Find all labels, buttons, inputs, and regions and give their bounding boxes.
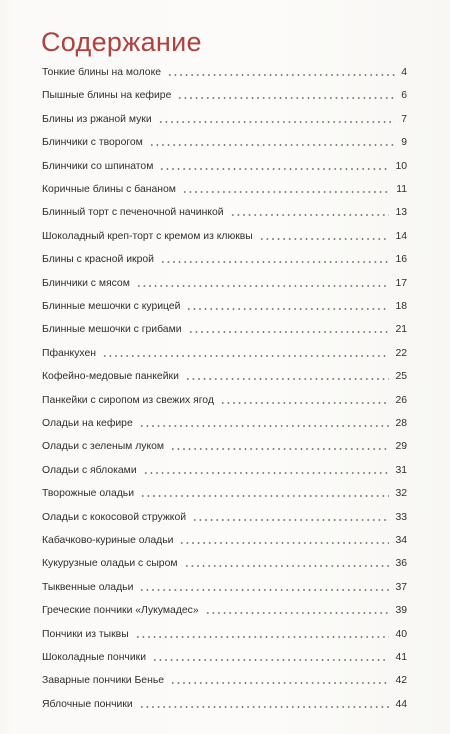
dot-leader — [139, 589, 389, 591]
dot-leader — [170, 682, 389, 684]
toc-entry-page: 7 — [401, 113, 407, 125]
dot-leader — [186, 308, 389, 310]
toc-entry-title: Тонкие блины на молоке — [42, 67, 162, 78]
dot-leader — [192, 519, 389, 521]
toc-entry — [42, 63, 407, 79]
dot-leader — [143, 472, 390, 474]
toc-entry — [42, 508, 407, 524]
toc-entry-title: Шоколадный креп-торт с кремом из клюквы — [42, 230, 253, 242]
toc-entry — [42, 344, 407, 360]
toc-entry-title: Блинчики с мясом — [42, 277, 130, 289]
toc-entry — [42, 157, 407, 173]
dot-leader — [160, 261, 389, 263]
dot-leader — [220, 402, 390, 404]
toc-entry — [42, 601, 407, 617]
toc-entry — [42, 110, 407, 126]
toc-entry-page: 39 — [395, 605, 407, 617]
toc-entry — [42, 203, 407, 219]
dot-leader — [182, 191, 390, 193]
toc-entry-page: 6 — [401, 90, 407, 102]
dot-leader — [102, 355, 389, 357]
toc-entry-page: 36 — [395, 558, 407, 570]
toc-entry-page: 10 — [395, 160, 407, 172]
toc-entry — [42, 531, 407, 547]
toc-entry — [42, 180, 407, 196]
toc-entry — [42, 695, 407, 711]
toc-entry-title: Пфанкухен — [42, 347, 96, 359]
toc-entry — [42, 648, 407, 664]
toc-entry-page: 25 — [395, 371, 407, 383]
toc-entry-title: Блинные мешочки с курицей — [42, 301, 181, 312]
dot-leader — [184, 565, 390, 567]
toc-entry — [42, 250, 407, 266]
toc-entry — [42, 554, 407, 570]
toc-entry-title: Оладьи с кокосовой стружкой — [42, 511, 187, 523]
dot-leader — [149, 144, 395, 146]
toc-entry-title: Пышные блины на кефире — [42, 90, 172, 102]
dot-leader — [167, 74, 395, 76]
toc-entry-title: Греческие пончики «Лукумадес» — [42, 605, 199, 617]
toc-entry — [42, 297, 407, 313]
toc-entry — [42, 274, 407, 290]
toc-entry-page: 44 — [395, 698, 407, 710]
toc-entry — [42, 578, 407, 594]
toc-entry-page: 26 — [395, 394, 407, 406]
toc-entry-page: 29 — [395, 441, 407, 453]
dot-leader — [139, 706, 390, 708]
toc-entry-title: Кабачково-куриные оладьи — [42, 535, 174, 546]
toc-entry-title: Блины с красной икрой — [42, 254, 154, 266]
dot-leader — [179, 542, 389, 544]
toc-entry-page: 31 — [395, 464, 407, 476]
toc-entry-title: Кукурузные оладьи с сыром — [42, 558, 178, 570]
dot-leader — [170, 448, 389, 450]
dot-leader — [135, 636, 390, 638]
toc-entry — [42, 320, 407, 336]
toc-entry — [42, 391, 407, 407]
toc-entry-page: 28 — [395, 418, 407, 429]
dot-leader — [159, 168, 389, 170]
toc-entry-page: 18 — [395, 301, 407, 312]
toc-entry — [42, 133, 407, 149]
dot-leader — [140, 495, 389, 497]
toc-entry-title: Оладьи с яблоками — [42, 464, 137, 476]
toc-entry-title: Блинные мешочки с грибами — [42, 324, 182, 336]
toc-entry — [42, 86, 407, 102]
dot-leader — [188, 331, 390, 333]
dot-leader — [136, 285, 390, 287]
toc-entry-page: 42 — [395, 675, 407, 687]
toc-entry-title: Коричные блины с бананом — [42, 184, 176, 195]
toc-entry-title: Яблочные пончики — [42, 698, 133, 710]
toc-entry — [42, 437, 407, 453]
toc-entry-title: Блинчики со шпинатом — [42, 160, 154, 172]
toc-entry-page: 34 — [395, 535, 407, 546]
toc-entry-page: 9 — [401, 137, 407, 149]
toc-entry-page: 21 — [395, 324, 407, 336]
dot-leader — [152, 659, 389, 661]
toc-entry-page: 17 — [395, 277, 407, 289]
dot-leader — [230, 214, 390, 216]
dot-leader — [177, 97, 395, 99]
toc-entry-page: 40 — [395, 628, 407, 640]
toc-entry — [42, 414, 407, 430]
toc-entry-page: 32 — [395, 488, 407, 500]
toc-entry-title: Блины из ржаной муки — [42, 113, 152, 125]
toc-entry — [42, 227, 407, 243]
toc-entry — [42, 671, 407, 687]
toc-entry-page: 13 — [395, 207, 407, 219]
dot-leader — [185, 378, 390, 380]
toc-entry-title: Пончики из тыквы — [42, 628, 129, 640]
toc-entry-title: Блинчики с творогом — [42, 137, 143, 149]
toc-entry-title: Тыквенные оладьи — [42, 581, 134, 593]
toc-entry-page: 14 — [395, 230, 407, 242]
toc-entry-title: Панкейки с сиропом из свежих ягод — [42, 394, 214, 406]
toc-entry-title: Блинный торт с печеночной начинкой — [42, 207, 224, 219]
toc-entry-page: 33 — [395, 511, 407, 523]
toc-entry-page: 41 — [395, 652, 407, 663]
toc-entry — [42, 461, 407, 477]
toc-entry — [42, 625, 407, 641]
toc-entry-page: 16 — [395, 254, 407, 266]
toc-entry-title: Оладьи с зеленым луком — [42, 441, 165, 453]
dot-leader — [205, 612, 390, 614]
toc-entry — [42, 484, 407, 500]
dot-leader — [139, 425, 390, 427]
page-title: Содержание — [41, 27, 202, 57]
toc-entry-title: Шоколадные пончики — [42, 652, 147, 663]
toc-entry — [42, 367, 407, 383]
toc-entry-title: Кофейно-медовые панкейки — [42, 371, 179, 383]
dot-leader — [259, 238, 390, 240]
toc-entry-page: 11 — [396, 184, 407, 195]
dot-leader — [158, 121, 396, 123]
toc-entry-title: Заварные пончики Бенье — [42, 675, 165, 687]
toc-entry-title: Оладьи на кефире — [42, 418, 133, 429]
toc-entry-page: 4 — [401, 67, 407, 78]
toc-entry-page: 37 — [395, 581, 407, 593]
toc-entry-page: 22 — [395, 347, 407, 359]
toc-entry-title: Творожные оладьи — [42, 488, 135, 500]
